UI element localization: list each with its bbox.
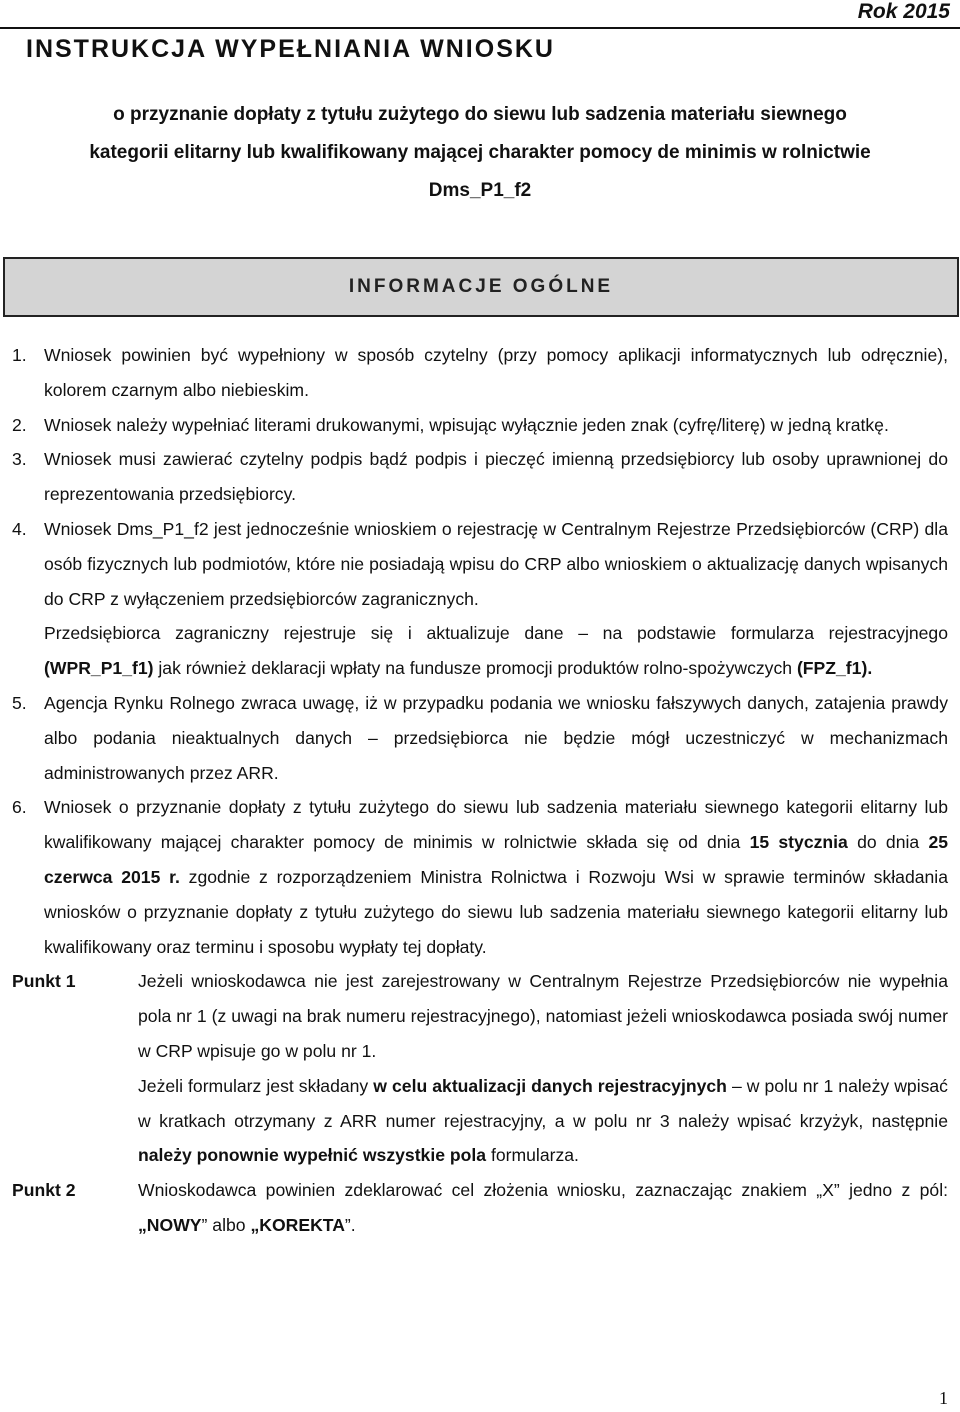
item-number: 3.: [12, 449, 27, 470]
item-number: 5.: [12, 692, 27, 713]
emphasis: należy ponownie wypełnić wszystkie pola: [138, 1145, 487, 1166]
form-reference: (FPZ_f1).: [796, 658, 873, 679]
punkt-label: Punkt 2: [12, 1180, 76, 1201]
text-run: jak również deklaracji wpłaty na fundusze promocji produktów rolno-spożywczych: [153, 658, 797, 679]
subtitle-line: kategorii elitarny lub kwalifikowany mającej charakter pomocy de minimis w rolnictwie: [89, 142, 871, 163]
item-paragraph: [44, 616, 948, 686]
text-run: – w polu nr 1 należy wpisać w kratkach otrzymany z ARR numer rejestracyjny, a w polu nr 3 należy wpisać krzyżyk, następnie: [138, 1075, 948, 1131]
subtitle-line: o przyznanie dopłaty z tytułu zużytego do siewu lub sadzenia materiału siewnego: [113, 104, 847, 125]
item-text: Wniosek powinien być wypełniony w sposób czytelny (przy pomocy aplikacji informatycznych lub odręcznie), kolorem czarnym albo niebieskim.: [44, 345, 948, 400]
item-number: 4.: [12, 518, 27, 539]
text-run: Wnioskodawca powinien zdeklarować cel złożenia wniosku, zaznaczając znakiem „X” jedno z pól:: [138, 1180, 948, 1201]
list-item: [12, 790, 948, 964]
list-item: [12, 686, 948, 790]
text-run: Jeżeli formularz jest składany: [138, 1075, 374, 1096]
item-text: Wniosek musi zawierać czytelny podpis bądź podpis i pieczęć imienną przedsiębiorcy lub osoby uprawnionej do reprezentowania przedsiębiorcy.: [44, 449, 948, 505]
text-run: do dnia: [847, 832, 929, 853]
option-nowy: „NOWY: [138, 1214, 202, 1235]
emphasis: w celu aktualizacji danych rejestracyjnych: [373, 1075, 727, 1096]
item-text: Wniosek należy wypełniać literami drukowanymi, wpisując wyłącznie jeden znak (cyfrę/literę) w jedną kratkę.: [44, 414, 889, 435]
punkt-text: [138, 1173, 948, 1243]
header-rule: [0, 27, 960, 29]
option-korekta: „KOREKTA: [250, 1214, 345, 1235]
text-run: ” albo: [201, 1214, 251, 1235]
list-item: [12, 338, 948, 408]
date-end: 25 czerwca 2015 r.: [44, 832, 949, 887]
item-number: 1.: [12, 345, 27, 365]
text-run: formularza.: [486, 1145, 579, 1166]
item-text: Agencja Rynku Rolnego zwraca uwagę, iż w przypadku podania we wniosku fałszywych danych, zatajenia prawdy albo podania nieaktualnych danych – przedsiębiorca nie będzie mógł uczestniczyć w mechanizmach administrowanych przez ARR.: [44, 692, 948, 783]
item-text: [44, 790, 948, 964]
punkt-2: [12, 1173, 948, 1243]
text-run: zgodnie z rozporządzeniem Ministra Rolnictwa i Rozwoju Wsi w sprawie terminów składania wniosków o przyznanie dopłaty z tytułu zużytego do siewu lub sadzenia materiału siewnego kategorii elitarny lub kwalifikowany oraz terminu i sposobu wypłaty tej dopłaty.: [44, 866, 948, 957]
item-text: [44, 512, 948, 686]
list-item: [12, 512, 948, 686]
punkt-paragraph: Jeżeli wnioskodawca nie jest zarejestrowany w Centralnym Rejestrze Przedsiębiorców nie wypełnia pola nr 1 (z uwagi na brak numeru rejestracyjnego), natomiast jeżeli wnioskodawca posiada swój numer w CRP wpisuje go w polu nr 1.: [138, 971, 948, 1061]
section-banner: [3, 257, 959, 317]
text-run: Wniosek o przyznanie dopłaty z tytułu zużytego do siewu lub sadzenia materiału siewnego kategorii elitarny lub kwalifikowany mającej charakter pomocy de minimis w rolnictwie składa się od dnia: [44, 797, 948, 853]
item-number: 2.: [12, 414, 27, 435]
item-number: 6.: [12, 797, 27, 818]
document-year: Rok 2015: [857, 0, 950, 23]
page-number: 1: [939, 1388, 948, 1408]
instructions-body: [12, 338, 948, 1243]
item-paragraph: Wniosek Dms_P1_f2 jest jednocześnie wnioskiem o rejestrację w Centralnym Rejestrze Przedsiębiorców (CRP) dla osób fizycznych lub podmiotów, które nie posiadają wpisu do CRP albo wnioskiem o aktualizację danych wpisanych do CRP z wyłączeniem przedsiębiorców zagranicznych.: [44, 518, 948, 609]
punkt-paragraph: [138, 1069, 948, 1173]
punkt-label: Punkt 1: [12, 971, 76, 992]
list-item: [12, 408, 948, 443]
document-subtitle: [0, 96, 960, 210]
punkt-1: [12, 964, 948, 1173]
punkt-text: [138, 964, 948, 1173]
list-item: [12, 442, 948, 512]
form-reference: (WPR_P1_f1): [44, 658, 154, 679]
document-title: INSTRUKCJA WYPEŁNIANIA WNIOSKU: [26, 35, 555, 63]
section-title: INFORMACJE OGÓLNE: [348, 276, 614, 297]
text-run: Przedsiębiorca zagraniczny rejestruje się i aktualizuje dane – na podstawie formularza rejestracyjnego: [44, 623, 948, 644]
date-start: 15 stycznia: [749, 832, 848, 853]
form-code: Dms_P1_f2: [428, 180, 532, 201]
text-run: ”.: [344, 1214, 356, 1235]
